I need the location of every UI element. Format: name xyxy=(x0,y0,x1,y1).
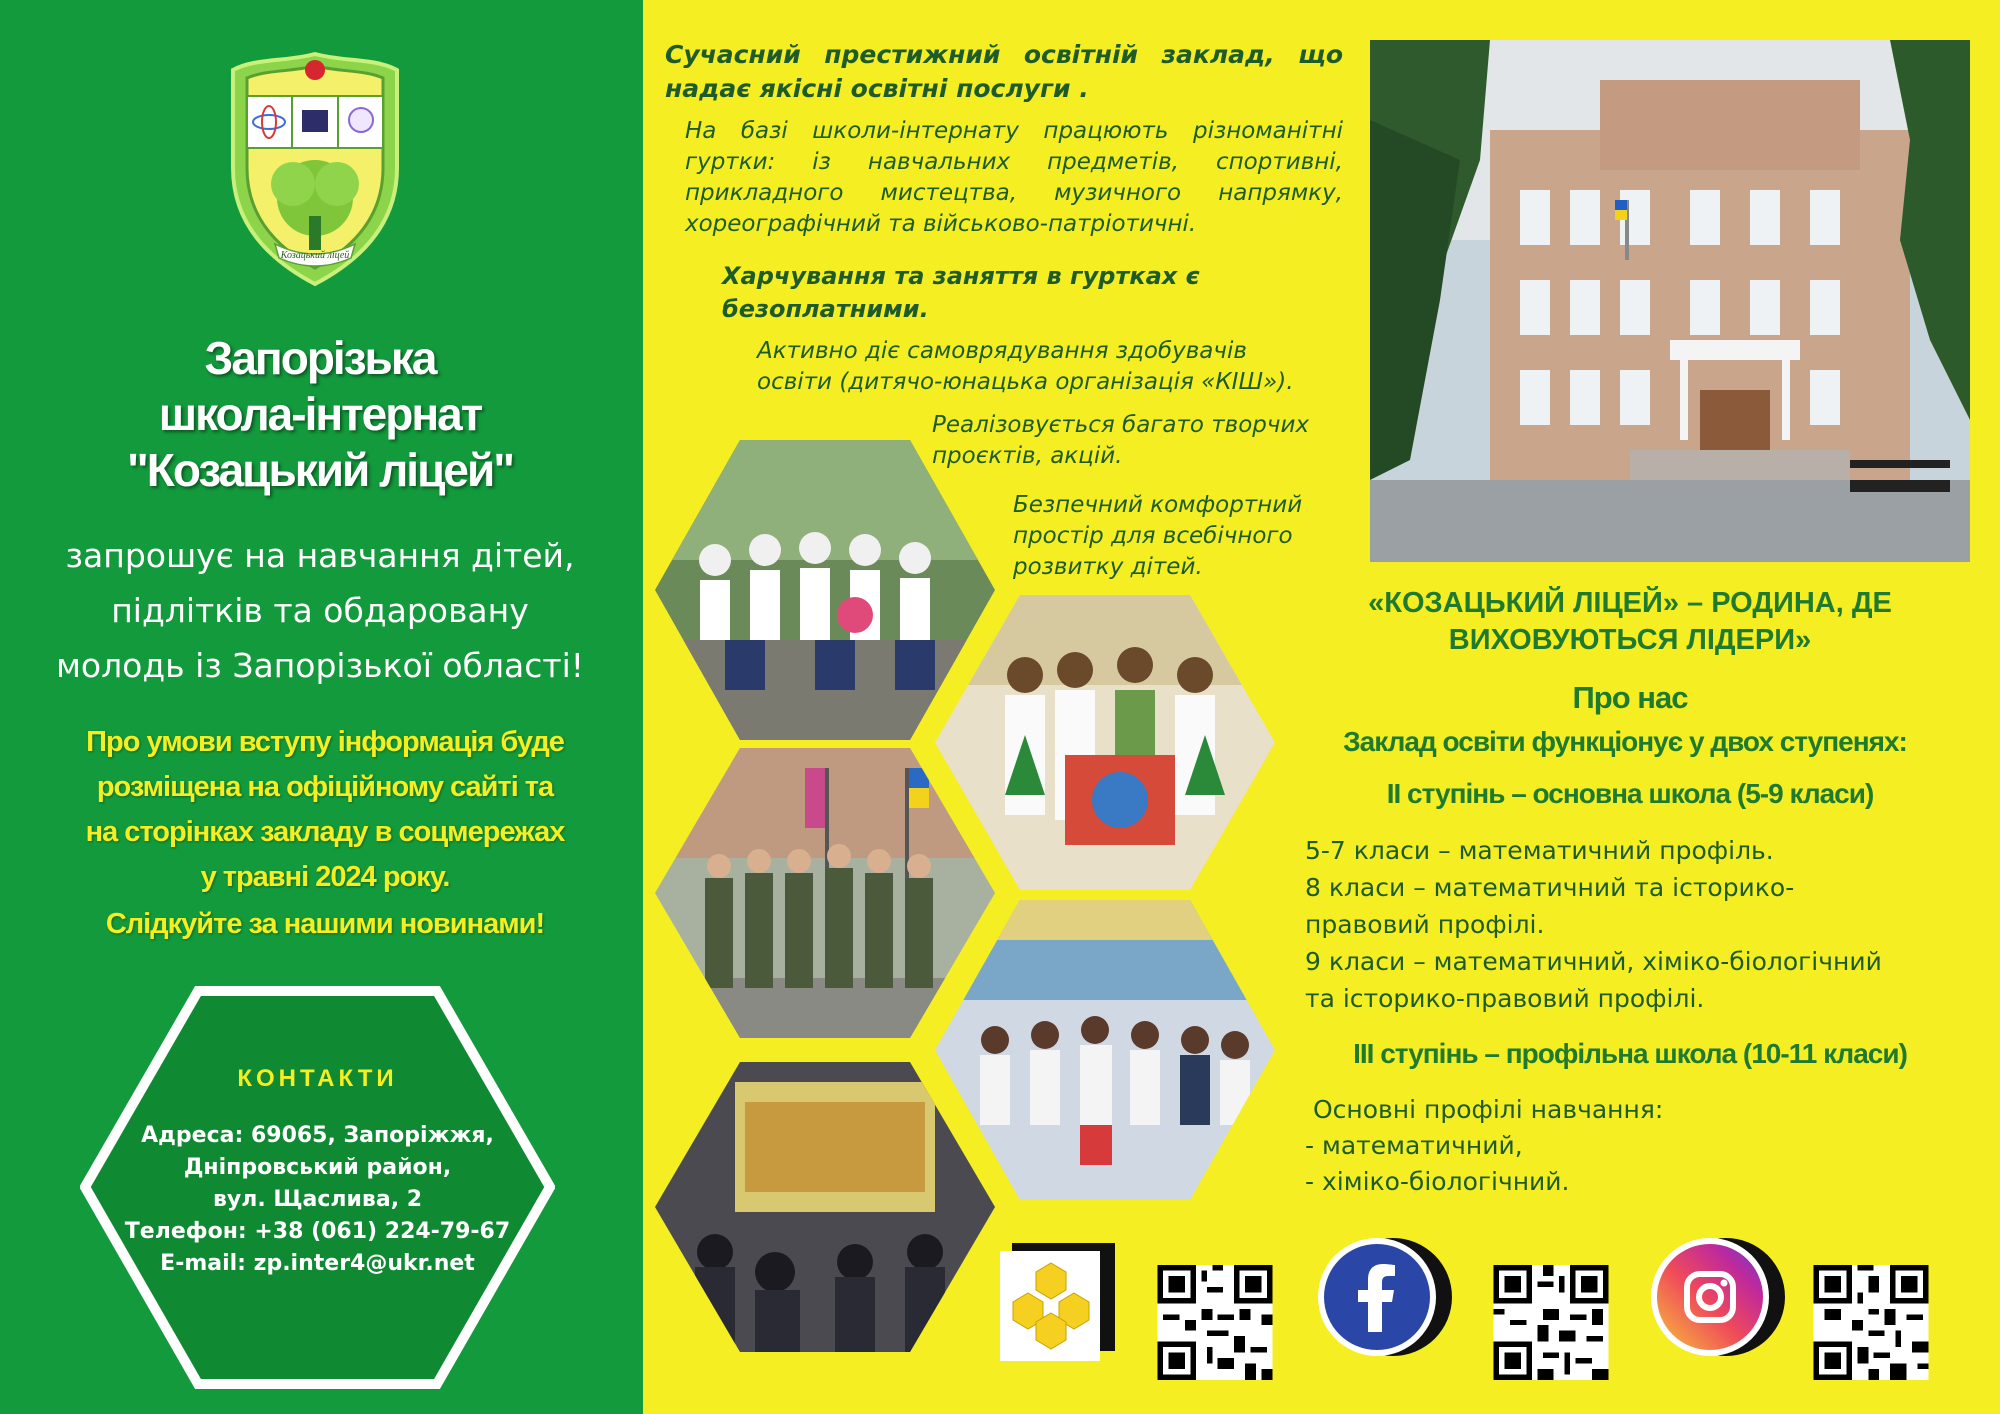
profile-line: 8 класи – математичний та історико- xyxy=(1305,873,1795,902)
contact-phone[interactable]: Телефон: +38 (061) 224-79-67 xyxy=(124,1219,511,1244)
feature-modern: Сучасний престижний освітній заклад, що надає якісні освітні послуги . xyxy=(665,40,1343,103)
contact-email[interactable]: E-mail: zp.inter4@ukr.net xyxy=(160,1251,475,1276)
title-line: школа-інтернат xyxy=(158,388,482,440)
admission-line: Про умови вступу інформація буде xyxy=(86,726,564,758)
admission-line: у травні 2024 року. xyxy=(200,861,450,893)
feature-clubs: На базі школи-інтернату працюють різноманітні гуртки: із навчальних предметів, спортивні, прикладного мистецтва, музичного напрямку, хореографічний та військово-патріотичні. xyxy=(685,118,1343,237)
contacts-title: КОНТАКТИ xyxy=(237,1065,398,1092)
qr-code-icon[interactable] xyxy=(1155,1265,1275,1380)
title-line: Запорізька xyxy=(204,332,436,384)
feature-line: проєктів, акцій. xyxy=(932,443,1123,469)
contact-street: вул. Щаслива, 2 xyxy=(212,1187,423,1212)
about-heading: Про нас xyxy=(1572,680,1688,715)
svg-text:Козацький ліцей: Козацький ліцей xyxy=(280,250,350,261)
feature-line: розвитку дітей. xyxy=(1013,554,1203,580)
instagram-icon[interactable] xyxy=(1645,1232,1785,1367)
invite-text xyxy=(30,528,610,693)
qr-code-icon[interactable] xyxy=(1492,1265,1610,1380)
contacts-info xyxy=(120,1120,515,1280)
title-line: "Козацький ліцей" xyxy=(126,444,514,496)
profile-line: 9 класи – математичний, хіміко-біологічний xyxy=(1305,947,1882,976)
feature-line: Безпечний комфортний xyxy=(1013,492,1303,518)
profile-line: правовий профілі. xyxy=(1305,910,1545,939)
stage2-title: ІІ ступінь – основна школа (5-9 класи) xyxy=(1386,778,1874,809)
contact-address: Адреса: 69065, Запоріжжя, xyxy=(141,1123,494,1148)
feature-free: Харчування та заняття в гуртках є безоплатними. xyxy=(722,262,1200,323)
facebook-icon[interactable] xyxy=(1312,1232,1452,1367)
school-title xyxy=(40,330,600,498)
admission-line: на сторінках закладу в соцмережах xyxy=(85,816,565,848)
profile-line: - хіміко-біологічний. xyxy=(1305,1167,1570,1196)
feature-line: простір для всебічного xyxy=(1013,523,1293,549)
mini-logo-icon[interactable] xyxy=(1000,1243,1115,1361)
contact-district: Дніпровський район, xyxy=(183,1155,452,1180)
feature-line: Реалізовується багато творчих xyxy=(932,412,1310,438)
stage3-title: ІІІ ступінь – профільна школа (10-11 класи) xyxy=(1353,1038,1907,1069)
shield-logo-icon xyxy=(225,48,405,288)
stages-intro: Заклад освіти функціонує у двох ступенях: xyxy=(1343,726,1907,757)
feature-safe-space xyxy=(1013,490,1343,583)
profile-line: та історико-правовий профілі. xyxy=(1305,984,1705,1013)
slogan-line: «КОЗАЦЬКИЙ ЛІЦЕЙ» – РОДИНА, ДЕ xyxy=(1368,587,1892,619)
feature-projects xyxy=(932,410,1357,472)
feature-line: Активно діє самоврядування здобувачів xyxy=(757,338,1247,364)
stage3-profiles xyxy=(1305,1092,1925,1200)
slogan-line: ВИХОВУЮТЬСЯ ЛІДЕРИ» xyxy=(1448,624,1812,656)
admission-line: розміщена на офіційному сайті та xyxy=(96,771,554,803)
invite-line: підлітків та обдаровану xyxy=(111,591,529,630)
profile-line: Основні профілі навчання: xyxy=(1305,1095,1664,1124)
invite-line: запрошує на навчання дітей, xyxy=(65,536,575,575)
school-building-photo xyxy=(1370,40,1970,562)
feature-line: освіти (дитячо-юнацька організація «КІШ»). xyxy=(757,369,1294,395)
stage2-profiles xyxy=(1305,832,1965,1017)
feature-self-government xyxy=(757,336,1347,398)
invite-line: молодь із Запорізької області! xyxy=(56,646,584,685)
qr-code-icon[interactable] xyxy=(1812,1265,1930,1380)
follow-news: Слідкуйте за нашими новинами! xyxy=(105,908,545,940)
left-panel xyxy=(0,0,643,1414)
admission-info xyxy=(40,720,610,900)
slogan xyxy=(1320,585,1940,659)
profile-line: - математичний, xyxy=(1305,1131,1523,1160)
profile-line: 5-7 класи – математичний профіль. xyxy=(1305,836,1774,865)
